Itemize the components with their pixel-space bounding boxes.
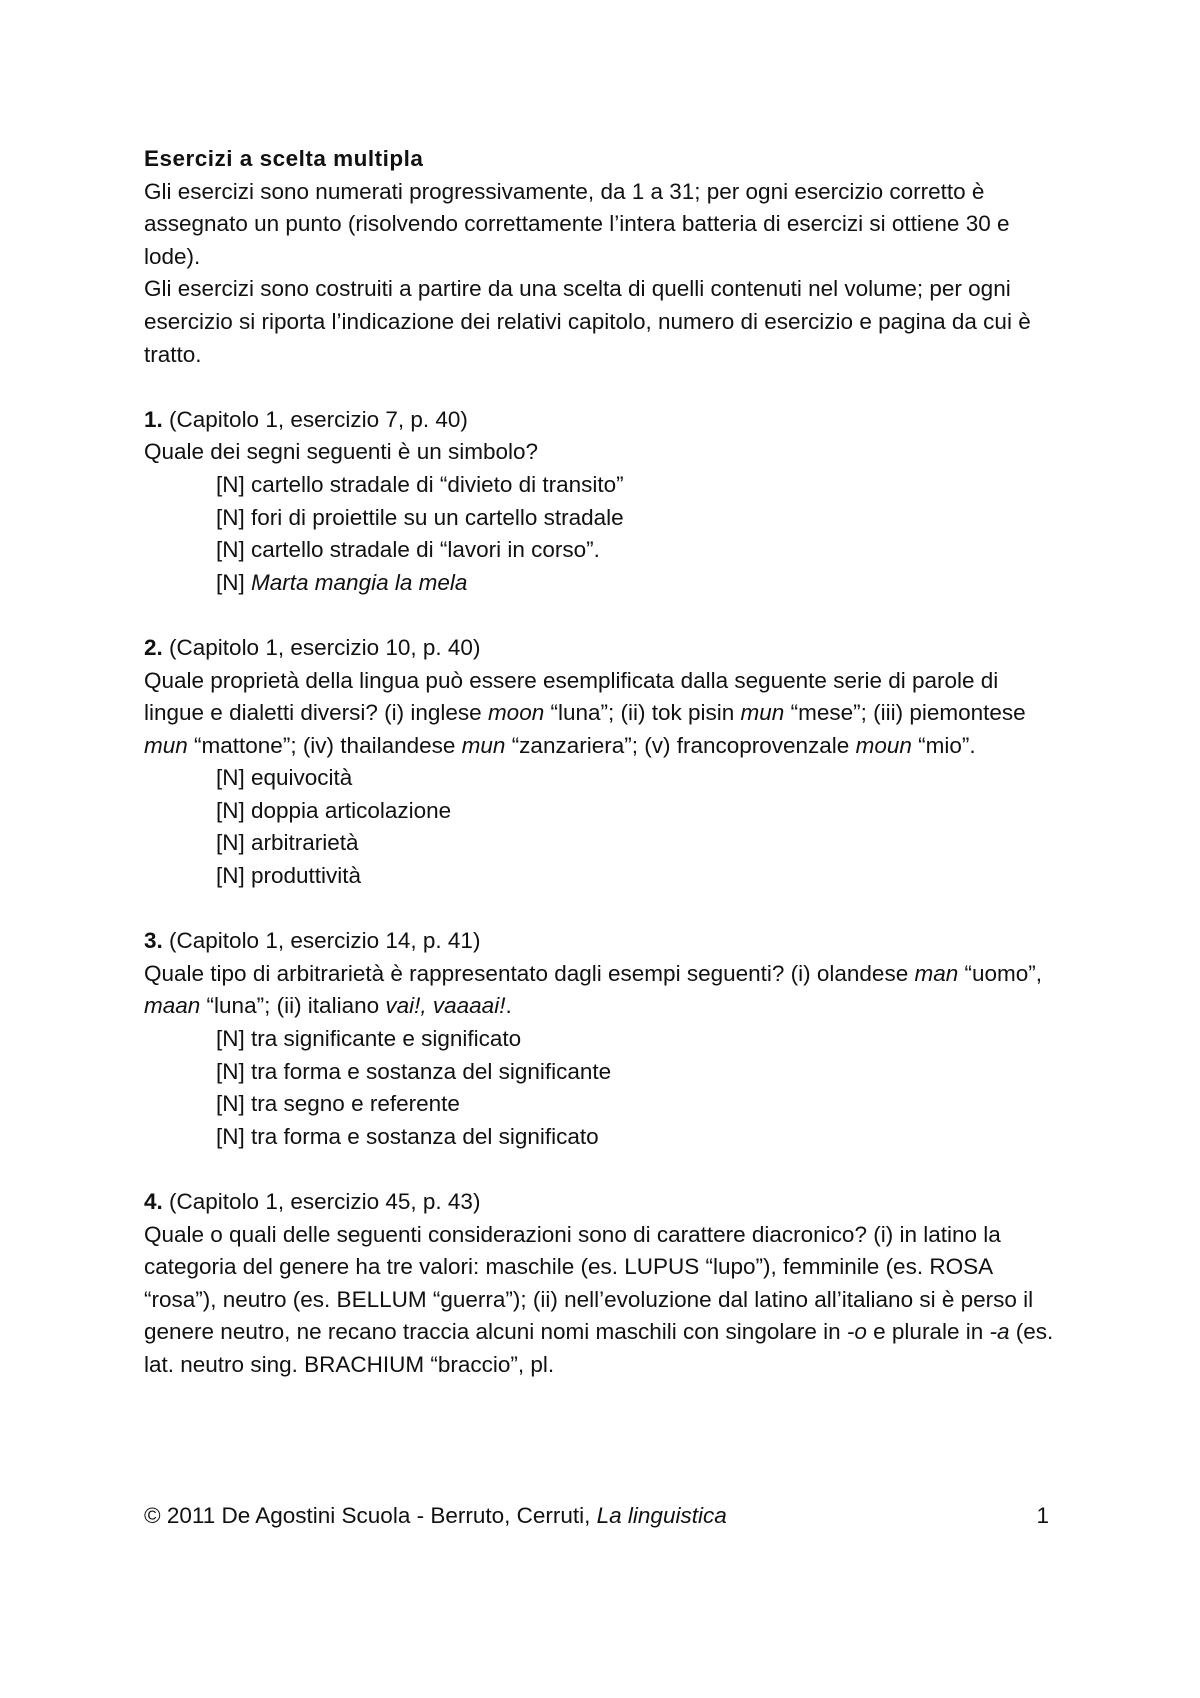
exercise-source: (Capitolo 1, esercizio 10, p. 40) <box>169 634 481 660</box>
exercise-source: (Capitolo 1, esercizio 45, p. 43) <box>169 1189 481 1214</box>
answer-option: [N] doppia articolazione <box>216 797 452 823</box>
answer-option: [N] equivocità <box>216 765 353 791</box>
exercise-1 <box>144 404 1064 600</box>
exercise-2 <box>144 632 1064 893</box>
answer-option: [N] Marta mangia la mela <box>216 569 468 595</box>
answer-option: [N] cartello stradale di “divieto di transito” <box>216 471 624 497</box>
answer-option: [N] tra forma e sostanza del significato <box>216 1123 599 1149</box>
answer-option: [N] arbitrarietà <box>216 830 359 856</box>
exercise-question: Quale tipo di arbitrarietà è rappresentato dagli esempi seguenti? (i) olandese man “uomo”, maan “luna”; (ii) italiano vai!, vaaaai!. <box>144 960 1043 1019</box>
exercise-number: 4. <box>144 1189 163 1214</box>
exercise-number: 2. <box>144 634 163 660</box>
footer-copyright: © 2011 De Agostini Scuola - Berruto, Cerruti, La linguistica <box>144 1503 727 1528</box>
intro-paragraph-1: Gli esercizi sono numerati progressivamente, da 1 a 31; per ogni esercizio corretto è assegnato un punto (risolvendo correttamente l’intera batteria di esercizi si ottiene 30 e lode). <box>144 178 1010 269</box>
exercise-source: (Capitolo 1, esercizio 7, p. 40) <box>169 406 468 432</box>
exercise-source: (Capitolo 1, esercizio 14, p. 41) <box>169 928 481 954</box>
document-body <box>144 143 1064 1382</box>
intro-paragraph-2: Gli esercizi sono costruiti a partire da una scelta di quelli contenuti nel volume; per ogni esercizio si riporta l’indicazione dei relativi capitolo, numero di esercizio e pagina da cui è tratto. <box>144 276 1031 367</box>
answer-option: [N] tra segno e referente <box>216 1091 460 1117</box>
answer-option: [N] cartello stradale di “lavori in corso”. <box>216 537 600 563</box>
page-number: 1 <box>1036 1503 1049 1528</box>
exercise-header <box>144 404 1064 437</box>
book-title: La linguistica <box>596 1503 727 1528</box>
exercise-question: Quale dei segni seguenti è un simbolo? <box>144 439 539 465</box>
exercise-header <box>144 632 1064 665</box>
section-heading: Esercizi a scelta multipla <box>144 146 424 171</box>
exercise-4 <box>144 1186 1064 1382</box>
exercise-header <box>144 1186 1064 1219</box>
exercise-question: Quale o quali delle seguenti considerazioni sono di carattere diacronico? (i) in latino la categoria del genere ha tre valori: maschile (es. LUPUS “lupo”), femminile (es. ROSA “rosa”), neutro (es. BELLUM “guerra”); (ii) nell’evoluzione dal latino all’italiano si è perso il genere neutro, ne recano traccia alcuni nomi maschili con singolare in -o e plurale in -a (es. lat. neutro sing. BRACHIUM “braccio”, pl. <box>144 1221 1054 1377</box>
page-footer <box>144 1500 1049 1532</box>
exercise-header <box>144 925 1064 958</box>
exercise-number: 1. <box>144 406 163 432</box>
answer-option: [N] tra significante e significato <box>216 1026 522 1052</box>
answer-option: [N] tra forma e sostanza del significante <box>216 1058 612 1084</box>
exercise-number: 3. <box>144 928 163 954</box>
exercise-3 <box>144 925 1064 1153</box>
exercise-question: Quale proprietà della lingua può essere esemplificata dalla seguente serie di parole di lingue e dialetti diversi? (i) inglese moon “luna”; (ii) tok pisin mun “mese”; (iii) piemontese mun “mattone”; (iv) thailandese mun “zanzariera”; (v) francoprovenzale moun “mio”. <box>144 667 1026 758</box>
answer-option: [N] produttività <box>216 863 362 889</box>
answer-option: [N] fori di proiettile su un cartello stradale <box>216 504 624 530</box>
